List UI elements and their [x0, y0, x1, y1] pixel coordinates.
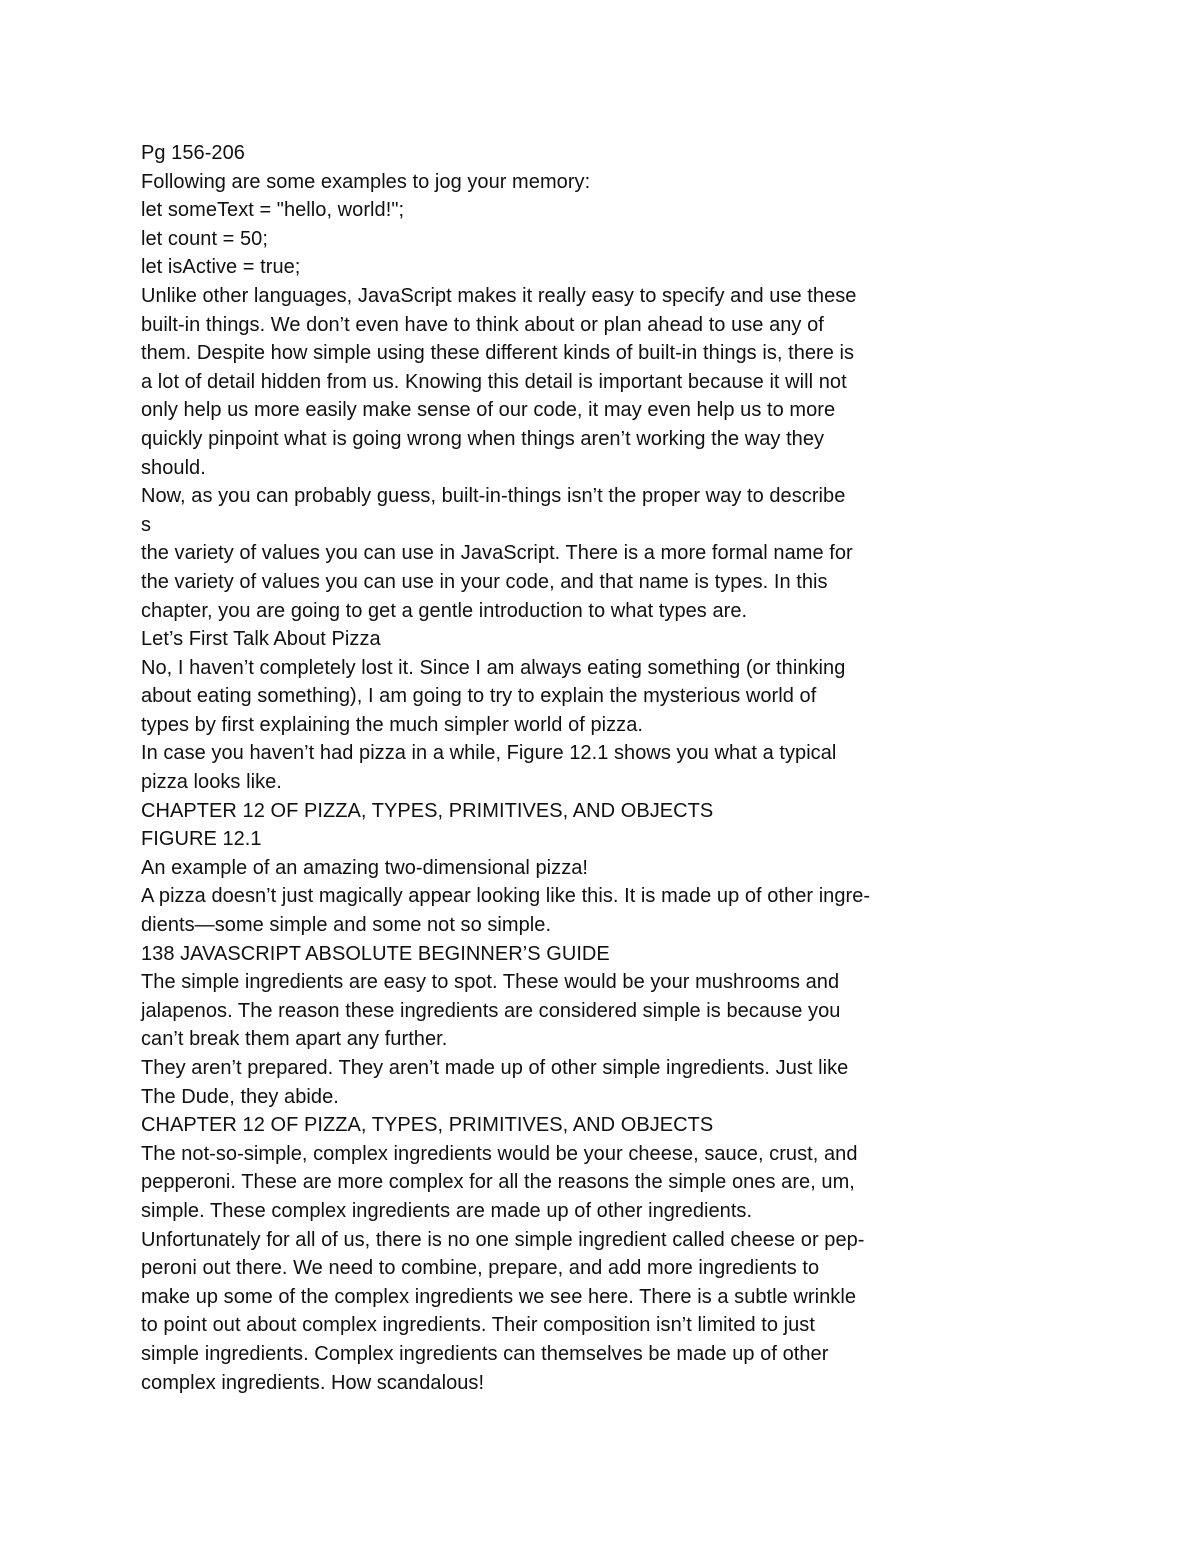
- text-line: dients—some simple and some not so simple.: [141, 914, 552, 937]
- text-line: No, I haven’t completely lost it. Since I am always eating something (or thinking: [141, 656, 846, 679]
- text-line: about eating something), I am going to try to explain the mysterious world of: [141, 685, 817, 708]
- text-line: should.: [141, 456, 206, 479]
- text-line: The not-so-simple, complex ingredients would be your cheese, sauce, crust, and: [141, 1142, 858, 1165]
- text-line: An example of an amazing two-dimensional pizza!: [141, 856, 589, 879]
- text-line: a lot of detail hidden from us. Knowing this detail is important because it will not: [141, 370, 847, 393]
- text-line: pepperoni. These are more complex for all the reasons the simple ones are, um,: [141, 1171, 855, 1194]
- text-line: let someText = "hello, world!";: [141, 199, 405, 222]
- text-line: Following are some examples to jog your memory:: [141, 170, 591, 193]
- text-line: the variety of values you can use in your code, and that name is types. In this: [141, 570, 828, 593]
- text-line: peroni out there. We need to combine, prepare, and add more ingredients to: [141, 1257, 820, 1280]
- text-line: pizza looks like.: [141, 771, 282, 794]
- text-line: can’t break them apart any further.: [141, 1028, 448, 1051]
- text-line: simple. These complex ingredients are made up of other ingredients.: [141, 1199, 753, 1222]
- text-line: Unfortunately for all of us, there is no one simple ingredient called cheese or pep-: [141, 1228, 865, 1251]
- text-line: the variety of values you can use in JavaScript. There is a more formal name for: [141, 542, 853, 565]
- text-line: built-in things. We don’t even have to think about or plan ahead to use any of: [141, 313, 824, 336]
- text-line: They aren’t prepared. They aren’t made up of other simple ingredients. Just like: [141, 1057, 849, 1079]
- text-line: The Dude, they abide.: [141, 1085, 339, 1108]
- text-line: CHAPTER 12 OF PIZZA, TYPES, PRIMITIVES, AND OBJECTS: [141, 1114, 714, 1137]
- text-line: quickly pinpoint what is going wrong when things aren’t working the way they: [141, 427, 825, 450]
- text-line: FIGURE 12.1: [141, 828, 262, 851]
- text-line: chapter, you are going to get a gentle introduction to what types are.: [141, 599, 748, 622]
- text-line: Let’s First Talk About Pizza: [141, 628, 381, 651]
- text-line: simple ingredients. Complex ingredients can themselves be made up of other: [141, 1342, 829, 1365]
- text-line: only help us more easily make sense of our code, it may even help us to more: [141, 399, 836, 422]
- text-line: A pizza doesn’t just magically appear looking like this. It is made up of other ingre-: [141, 885, 871, 908]
- text-line: let isActive = true;: [141, 256, 301, 279]
- text-line: CHAPTER 12 OF PIZZA, TYPES, PRIMITIVES, AND OBJECTS: [141, 799, 714, 822]
- text-line: let count = 50;: [141, 227, 268, 250]
- text-line: Now, as you can probably guess, built-in-things isn’t the proper way to describe: [141, 485, 846, 508]
- text-line: In case you haven’t had pizza in a while, Figure 12.1 shows you what a typical: [141, 742, 837, 765]
- text-line: Pg 156-206: [141, 142, 245, 164]
- text-line: types by first explaining the much simpler world of pizza.: [141, 713, 644, 736]
- text-line: make up some of the complex ingredients we see here. There is a subtle wrinkle: [141, 1285, 857, 1308]
- document-text: [141, 139, 941, 1397]
- text-line: jalapenos. The reason these ingredients are considered simple is because you: [141, 999, 841, 1022]
- text-line: Unlike other languages, JavaScript makes it really easy to specify and use these: [141, 284, 857, 307]
- text-line: to point out about complex ingredients. Their composition isn’t limited to just: [141, 1314, 815, 1337]
- text-line: The simple ingredients are easy to spot. These would be your mushrooms and: [141, 971, 840, 994]
- text-line: them. Despite how simple using these different kinds of built-in things is, there is: [141, 342, 855, 365]
- text-line: complex ingredients. How scandalous!: [141, 1371, 485, 1394]
- text-line: 138 JAVASCRIPT ABSOLUTE BEGINNER’S GUIDE: [141, 942, 610, 965]
- text-line: s: [141, 513, 152, 536]
